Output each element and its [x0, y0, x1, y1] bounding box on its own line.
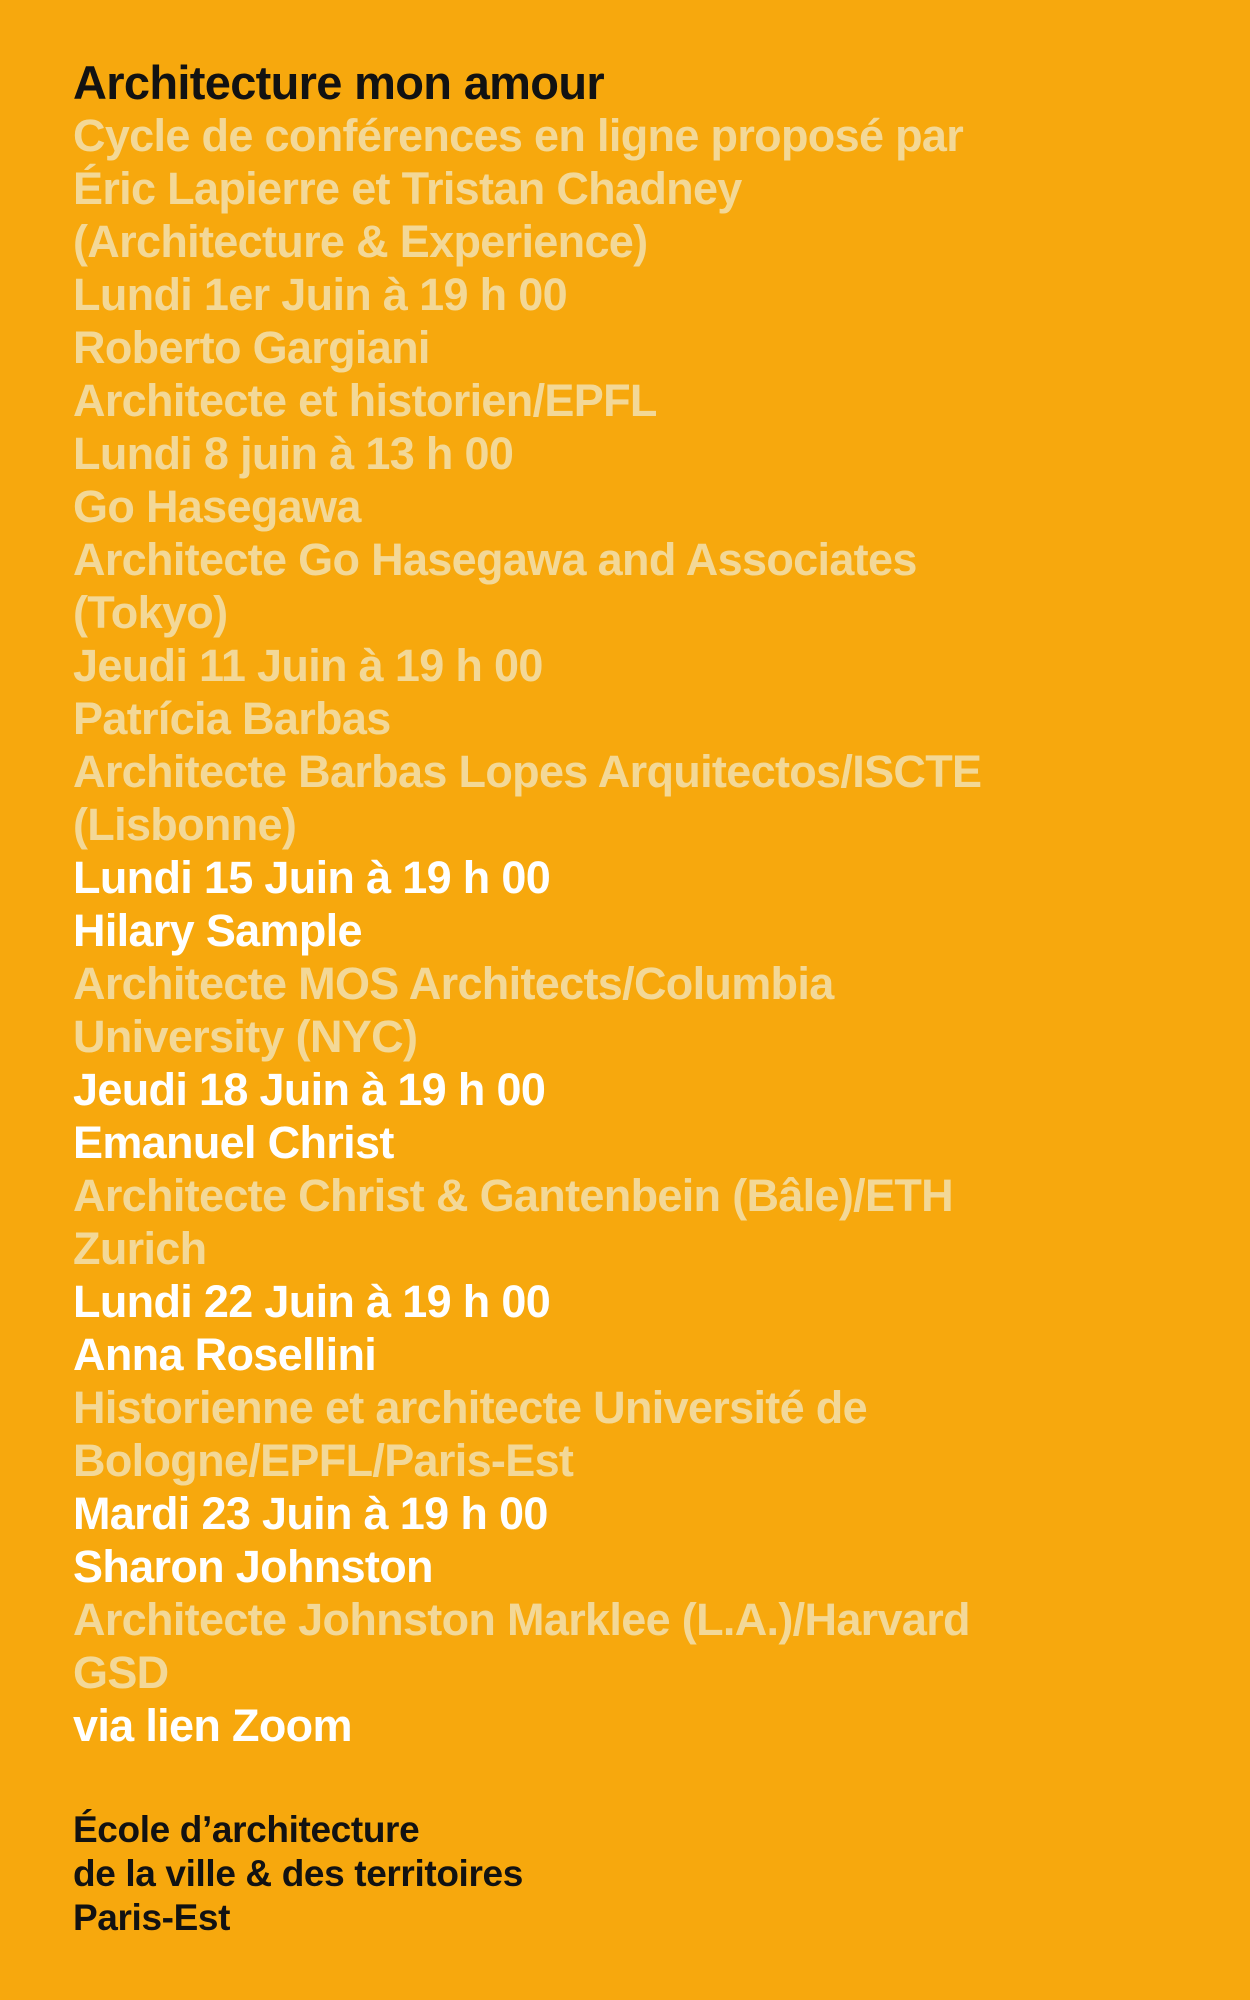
event-speaker: Go Hasegawa	[73, 481, 361, 532]
event-date: Jeudi 11 Juin à 19 h 00	[73, 640, 543, 691]
event	[73, 1487, 1250, 1699]
program-block	[73, 56, 1250, 1752]
event-date: Lundi 15 Juin à 19 h 00	[73, 852, 551, 903]
event-role-line: Architecte Go Hasegawa and Associates	[73, 534, 917, 585]
school-signature	[73, 1808, 1250, 1940]
intro-line: Éric Lapierre et Tristan Chadney	[73, 163, 742, 214]
event	[73, 1275, 1250, 1487]
access-note: via lien Zoom	[73, 1700, 352, 1751]
event-speaker: Patrícia Barbas	[73, 693, 391, 744]
event	[73, 427, 1250, 639]
footer-line: Paris-Est	[73, 1897, 231, 1938]
event-role-line: (Tokyo)	[73, 587, 228, 638]
event-role-line: Zurich	[73, 1223, 207, 1274]
events-list	[73, 268, 1250, 1699]
footer-line: École d’architecture	[73, 1809, 420, 1850]
event-date: Jeudi 18 Juin à 19 h 00	[73, 1064, 546, 1115]
event-role-line: GSD	[73, 1647, 169, 1698]
event-role-line: University (NYC)	[73, 1011, 418, 1062]
event-role-line: Historienne et architecte Université de	[73, 1382, 867, 1433]
event	[73, 851, 1250, 1063]
event-role-line: (Lisbonne)	[73, 799, 297, 850]
page-title: Architecture mon amour	[73, 56, 604, 109]
event-date: Lundi 22 Juin à 19 h 00	[73, 1276, 551, 1327]
event-role-line: Bologne/EPFL/Paris-Est	[73, 1435, 574, 1486]
event-role-line: Architecte MOS Architects/Columbia	[73, 958, 834, 1009]
event-role-line: Architecte Christ & Gantenbein (Bâle)/ETH	[73, 1170, 953, 1221]
intro-line: Cycle de conférences en ligne proposé par	[73, 110, 964, 161]
event-speaker: Roberto Gargiani	[73, 322, 430, 373]
event-role-line: Architecte et historien/EPFL	[73, 375, 657, 426]
event	[73, 1063, 1250, 1275]
event-speaker: Anna Rosellini	[73, 1329, 377, 1380]
event-speaker: Emanuel Christ	[73, 1117, 394, 1168]
event-date: Lundi 1er Juin à 19 h 00	[73, 269, 567, 320]
intro-line: (Architecture & Experience)	[73, 216, 648, 267]
event-role-line: Architecte Barbas Lopes Arquitectos/ISCTE	[73, 746, 982, 797]
event-speaker: Sharon Johnston	[73, 1541, 433, 1592]
event	[73, 639, 1250, 851]
event-role-line: Architecte Johnston Marklee (L.A.)/Harvard	[73, 1594, 970, 1645]
event	[73, 268, 1250, 427]
event-speaker: Hilary Sample	[73, 905, 362, 956]
event-date: Mardi 23 Juin à 19 h 00	[73, 1488, 548, 1539]
footer-line: de la ville & des territoires	[73, 1853, 523, 1894]
event-date: Lundi 8 juin à 13 h 00	[73, 428, 514, 479]
